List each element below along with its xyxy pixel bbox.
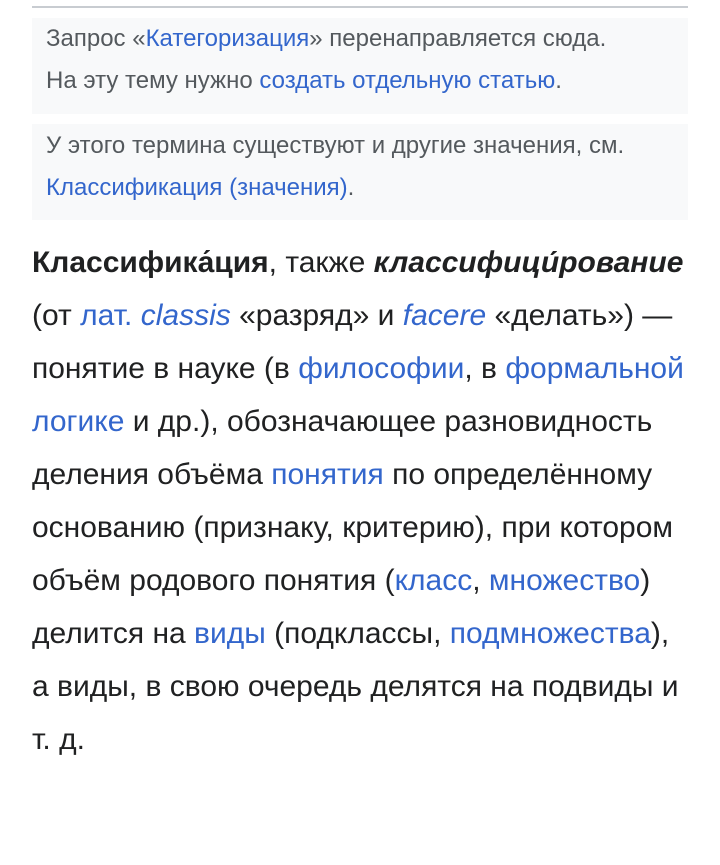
article-text: (подклассы,: [265, 617, 450, 650]
hatnote-text: .: [555, 67, 562, 94]
hatnote-text: Запрос «: [46, 25, 146, 52]
concept-link[interactable]: понятия: [271, 458, 384, 491]
hatnote-text: » перенаправляется сюда.: [309, 25, 607, 52]
article-text: по определённому основанию (признаку, критерию), при котором объём родового понятия (: [32, 458, 674, 597]
classis-link[interactable]: [141, 299, 231, 332]
article-text: ), а виды, в свою очередь делятся на подвиды и т. д.: [32, 617, 679, 756]
facere-link[interactable]: [403, 299, 486, 332]
classis-word: classis: [140, 299, 231, 332]
article-text: ,: [472, 564, 489, 597]
article-text: и др.), обозначающее разновидность деления объёма: [32, 405, 653, 491]
article-term: Классифика́ция: [32, 246, 269, 279]
article-text: «делать») — понятие в науке (в: [32, 299, 673, 385]
class-link[interactable]: класс: [394, 564, 473, 597]
article-term-alt: классифици́рование: [373, 246, 684, 279]
create-article-link[interactable]: создать отдельную статью: [259, 67, 556, 94]
species-link[interactable]: виды: [194, 617, 266, 650]
article-text: [132, 299, 140, 332]
redirect-hatnote: [32, 18, 688, 114]
article-paragraph: [32, 236, 694, 766]
categorization-link[interactable]: Категоризация: [145, 25, 310, 52]
article-text: , в: [464, 352, 506, 385]
disambiguation-hatnote: [32, 124, 688, 220]
subsets-link[interactable]: подмножества: [449, 617, 651, 650]
disambiguation-link[interactable]: Классификация (значения): [46, 174, 348, 201]
article-text: «разряд» и: [230, 299, 403, 332]
article-text: ) делится на: [32, 564, 651, 650]
set-link[interactable]: множество: [488, 564, 641, 597]
article-text: , также: [268, 246, 374, 279]
hatnote-text: На эту тему нужно: [46, 67, 260, 94]
facere-word: facere: [402, 299, 487, 332]
latin-link[interactable]: лат.: [80, 299, 133, 332]
hatnote-text: .: [347, 174, 355, 201]
article-text: (от: [32, 299, 81, 332]
top-divider: [32, 6, 688, 8]
formal-logic-link[interactable]: формальной логике: [32, 352, 684, 438]
philosophy-link[interactable]: философии: [298, 352, 465, 385]
hatnote-text: У этого термина существуют и другие значения, см.: [46, 132, 625, 159]
